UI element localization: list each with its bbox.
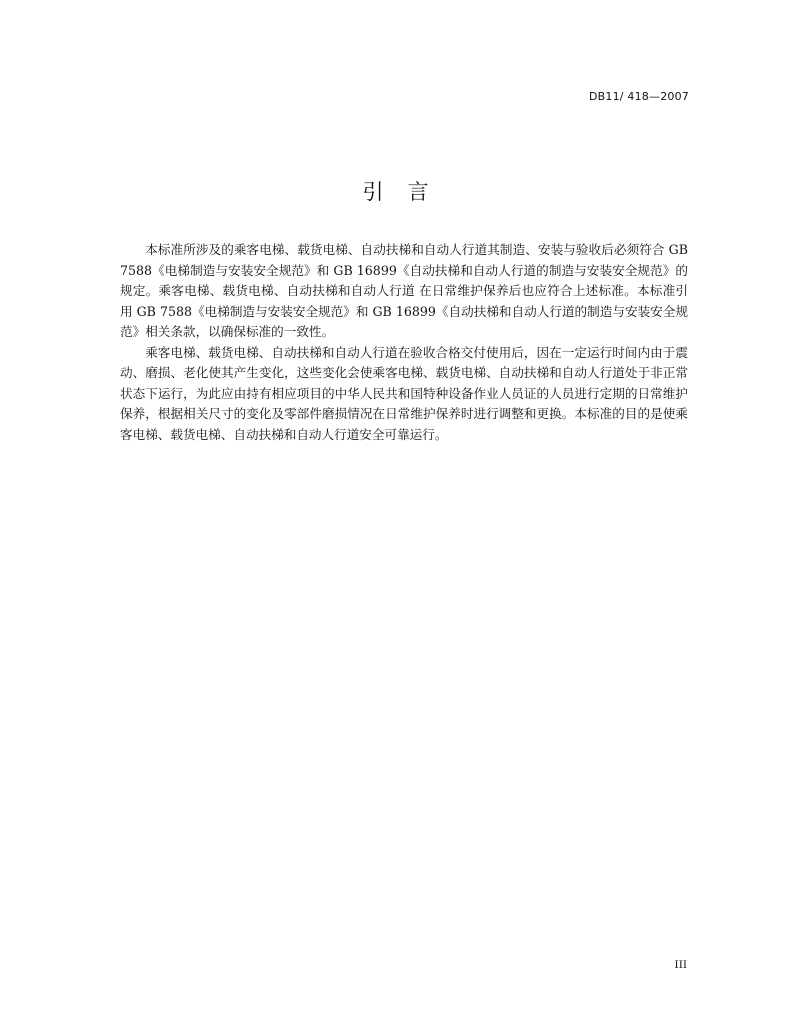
standard-code-header: DB11/ 418—2007	[588, 90, 689, 103]
paragraph-1: 本标准所涉及的乘客电梯、载货电梯、自动扶梯和自动人行道其制造、安装与验收后必须符合 GB 7588《电梯制造与安装安全规范》和 GB 16899《自动扶梯和自动人行道的制造与安装安全规范》的规定。乘客电梯、载货电梯、自动扶梯和自动人行道 在日常维护保养后也应符合上述标准。本标准引用 GB 7588《电梯制造与安装安全规范》和 GB 16899《自动扶梯和自动人行道的制造与安装安全规范》相关条款，以确保标准的一致性。	[120, 242, 688, 339]
paragraph-2: 乘客电梯、载货电梯、自动扶梯和自动人行道在验收合格交付使用后，因在一定运行时间内由于震动、磨损、老化使其产生变化，这些变化会使乘客电梯、载货电梯、自动扶梯和自动人行道处于非正常状态下运行，为此应由持有相应项目的中华人民共和国特种设备作业人员证的人员进行定期的日常维护保养，根据相关尺寸的变化及零部件磨损情况在日常维护保养时进行调整和更换。本标准的目的是使乘客电梯、载货电梯、自动扶梯和自动人行道安全可靠运行。	[120, 344, 688, 442]
body-text	[120, 240, 688, 445]
page-number: III	[674, 959, 687, 971]
section-title: 引言	[362, 180, 453, 204]
